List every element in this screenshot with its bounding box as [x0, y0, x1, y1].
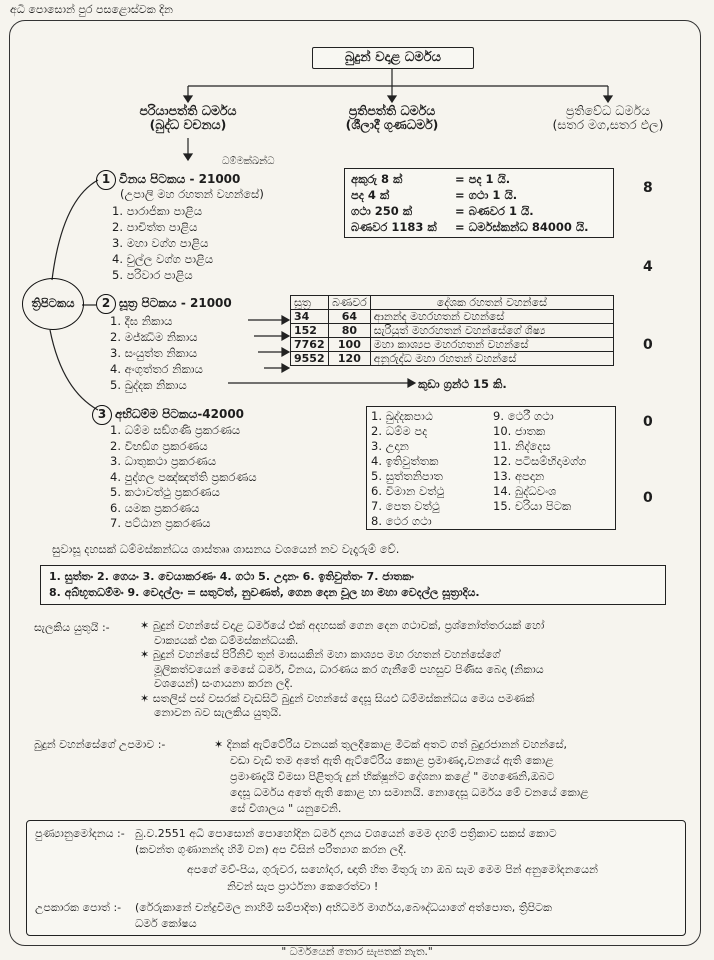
table-header-cell: බණවර: [329, 296, 371, 310]
table-cell: ආනන්ද මහරහතන් වහන්සේ: [370, 310, 613, 324]
reference-label: උපකාරක පොත් :-: [35, 901, 122, 914]
measure-row: [351, 204, 607, 218]
branch-subtitle: (ශීලාදී ගුණධර්ම): [345, 117, 439, 132]
list-item: 8. ථෙර ගථා: [371, 514, 432, 528]
abhidhamma-list: [110, 423, 257, 532]
measure-right: = පද 1 යි.: [455, 172, 511, 186]
list-item: 2. ධම්ම පද: [371, 424, 428, 438]
sutta-table: [290, 295, 614, 366]
simile-line: සේ විශාලය " යනුවෙනි.: [230, 802, 342, 815]
merit-text: [135, 826, 557, 858]
table-header-cell: සූත්‍ර: [291, 296, 329, 310]
list-item: 4. චුල්ල වග්ග පාළිය: [112, 252, 214, 266]
branch-title: ප්‍රතිපත්ති ධර්මය: [348, 103, 436, 118]
reference-line: ධර්ම කෝෂය: [135, 917, 197, 930]
side-count: 0: [643, 414, 653, 430]
branch-subtitle: (සතර මග,සතර ඵල): [552, 117, 664, 132]
simile-text: [214, 737, 589, 817]
reference-text: [135, 900, 552, 932]
summary-note: සුවාසූ දහසක් ධම්මස්කන්ධය ශාස්තෲ ශාසනය වශයෙන් නව වැදෑරුම් වේ.: [52, 542, 400, 556]
branch-pativedha: [528, 104, 688, 132]
list-item: 5. පරිවාර පාළිය: [112, 268, 193, 282]
list-item: 12. පටිසම්භිදාමග්ග: [493, 454, 587, 468]
list-item: 4. ඉතිවුත්තක: [371, 454, 439, 468]
measure-left: බණවර 1183 ක්: [351, 220, 437, 234]
list-item: 5. සුත්තනිපාත: [371, 469, 443, 483]
vinaya-title: විනය පිටකය - 21000: [119, 172, 241, 186]
list-item: 1. දීඝ නිකාය: [110, 314, 173, 328]
list-item: 6. යමක ප්‍රකරණය: [110, 500, 200, 515]
merit-line: නිවන් සැප ප්‍රාර්ථනා කෙරෙත්වා !: [227, 880, 379, 893]
merit-box: [26, 820, 686, 936]
measure-right: = ධර්මස්කන්ධ 84000 යි.: [455, 220, 589, 234]
list-item: 5. ඛුද්දක නිකාය: [110, 378, 187, 392]
list-item: 13. අපදාන: [493, 469, 545, 483]
title-box: [312, 47, 474, 69]
table-row: [291, 324, 614, 338]
khuddaka-books-box: [366, 406, 616, 530]
merit-line: බු.ව.2551 අධි පොසොන් පොහෝදින ධර්ම දානය වශයෙන් මෙම දහම් පත්‍රිකාව සකස් කොට: [135, 827, 557, 840]
list-item: 3. උදාන: [371, 439, 409, 453]
list-item: 3. මහා වග්ග පාළිය: [112, 236, 209, 250]
measure-left: අකුරු 8 ක්: [351, 172, 403, 186]
simile-line: ✶ දිනක් ඇට්ටේරිය වනයක් තුලදීකොළ මිටක් අතට ගත් බුදුරජානන් වහන්සේ,: [214, 738, 568, 751]
table-cell: 34: [291, 310, 329, 324]
measure-row: [351, 188, 607, 202]
note-line: වශයෙන්) සංගායනා කරන ලදී.: [154, 677, 293, 690]
sutta-title: සූත්‍ර පිටකය - 21000: [119, 296, 232, 310]
list-item: 11. නිද්දෙස: [493, 439, 551, 453]
vinaya-list: [112, 203, 213, 283]
side-count: 0: [643, 337, 653, 353]
merit-line: (කවන්ත ගුණානන්ද හිමි වන) අප විසින් පරිත්‍යාග කරන ලදී.: [135, 843, 407, 856]
khuddaka-books-right: [493, 409, 586, 514]
note-line: ✶ සතලිස් පස් වසරක් වැඩසිටි බුදුන් වහන්සේ දෙසූ සියළු ධම්මස්කන්ධය මෙය පමණක්: [140, 691, 535, 705]
measure-right: = බණවර 1 යි.: [455, 204, 534, 218]
list-item: 2. මජ්ඣිම නිකාය: [110, 330, 198, 344]
measure-row: [351, 172, 607, 186]
simile-line: දෙසූ ධර්මය අතේ ඇති කොළ හා සමානයි. නොදෙසූ ධර්මය මේ වනයේ කොළ: [230, 786, 589, 799]
list-item: 15. චරියා පිටක: [493, 499, 572, 513]
table-header-cell: දේශක රහතන් වහන්සේ: [370, 296, 613, 310]
list-item: 2. පාචිත්ත පාළිය: [112, 220, 198, 234]
merit-dedication: [187, 861, 598, 895]
table-cell: මහා කාශ්‍යප මහරහතන් වහන්සේ: [370, 338, 613, 352]
navanga-line: 8. අබ්භූතධම්මං 9. වෙදල්ලං = සතුටත්, නුවණත්, ගෙන දෙන චූල හා මහා වෙදල්ල සූත්‍රාදිය.: [49, 586, 480, 599]
list-item: 3. සංයුත්ත නිකාය: [110, 346, 198, 360]
khuddaka-note: කුඩා ග්‍රන්ථ 15 කි.: [418, 377, 507, 391]
list-item: 4. අංගුත්තර නිකාය: [110, 362, 203, 376]
table-cell: 120: [329, 352, 371, 366]
simile-line: වඩා වැඩි තම අතේ ඇති ඇට්ටේරිය කොළ ප්‍රමාණදැ,වනයේ ඇති කොළ: [230, 754, 554, 767]
list-item: 14. බුද්ධවංශ: [493, 484, 557, 498]
table-cell: 7762: [291, 338, 329, 352]
side-count: 8: [643, 180, 653, 196]
list-item: 1. ඛුද්දකපාඨ: [371, 409, 433, 423]
note-label: සැලකිය යුතුයි :-: [34, 621, 110, 634]
list-item: 1. ධම්ම සඞ්ගණි ප්‍රකරණය: [110, 423, 241, 437]
table-cell: 80: [329, 324, 371, 338]
list-item: 7. පෙත වත්ථු: [371, 499, 440, 513]
page-title: බුදුන් වදාළ ධර්මය: [345, 50, 441, 65]
table-row: [291, 352, 614, 366]
simile-label: බුදුන් වහන්සේගේ උපමාව :-: [34, 738, 166, 751]
table-cell: 100: [329, 338, 371, 352]
tipitaka-circle: [22, 278, 84, 330]
note-line: ✶ බුදුන් වහන්සේ පිරිනිවී තුන් මාසයකින් මහා කාශ්‍යප මහ රහතන් වහන්සේගේ: [140, 648, 501, 661]
list-item: 2. විභඞ්ග ප්‍රකරණය: [110, 438, 208, 453]
tipitaka-label: ත්‍රිපිටකය: [31, 296, 75, 310]
note-points: [140, 619, 544, 721]
list-item: 4. පුද්ගල පඤ්ඤත්ති ප්‍රකරණය: [110, 469, 257, 484]
measures-box: [344, 168, 614, 238]
branch-patipatti: [322, 104, 462, 132]
measure-row: [351, 220, 607, 234]
header-text: අධි පොසොන් පුර පසළොස්වක දින: [10, 3, 173, 16]
list-item: 9. ථෙරී ගථා: [493, 409, 554, 423]
table-cell: සැරියුත් මහරහතන් වහන්සේගේ ශිෂ්‍ය: [370, 324, 613, 338]
merit-line: අපගේ මව්-පිය, ගුරුවර, සහෝදර, ඥාති හිත මිතුරු හා ඔබ සැම මෙම පින් අනුමෝදනයෙන්: [187, 863, 598, 876]
measure-left: ගථා 250 ක්: [351, 204, 413, 218]
merit-label: පුණ්‍යානුමෝදනය :-: [35, 827, 125, 840]
table-header: [291, 296, 614, 310]
table-cell: 152: [291, 324, 329, 338]
side-count: 4: [643, 259, 653, 275]
list-item: 1. පාරාජිකා පාළිය: [112, 204, 203, 218]
footer-quote: " ධර්මයෙන් තොර සැපතක් නැත.": [281, 946, 433, 958]
table-row: [291, 338, 614, 352]
list-item: 3. ධාතුකථා ප්‍රකරණය: [110, 454, 217, 468]
reference-line: (රේරුකානේ චන්ද්‍රවිමල නාහිමි සම්පාදිත) අභිධර්ම මාර්ගය,බෞද්ධයාගේ අත්පොත, ත්‍රිපිටක: [135, 901, 552, 914]
table-cell: අනුරුද්ධ මහා රහතන් වහන්සේ: [370, 352, 613, 366]
list-item: 10. ජාතක: [493, 424, 546, 438]
abhidhamma-title: අභිධම්ම පිටකය-42000: [115, 407, 245, 421]
table-cell: 9552: [291, 352, 329, 366]
navanga-line: 1. සුත්තං 2. ගෙයං 3. වෙයාකරණං 4. ගථා 5. උදානං 6. ඉතිවුත්තං 7. ජාතකං: [49, 570, 414, 583]
branch-subtitle: (බුද්ධ වචනය): [149, 117, 227, 132]
note-line: නොවන බව සැලකිය යුතුයි.: [154, 706, 282, 719]
sutta-list: [110, 313, 203, 393]
branch-title: පරියාපත්ති ධර්මය: [139, 103, 237, 118]
sutta-number: 2: [96, 294, 116, 314]
simile-line: ප්‍රමාණදැයි විමසා පිළිතුරු දුන් භික්ෂූන්ට දේශනා කළේ " මහණෙනි,ඔබට: [230, 770, 555, 783]
measure-right: = ගථා 1 යි.: [455, 188, 518, 202]
table-cell: 64: [329, 310, 371, 324]
vinaya-number: 1: [96, 170, 116, 190]
list-item: 6. විමාන වත්ථු: [371, 484, 445, 498]
vinaya-subtitle: (උපාලි මහ රහතන් වහන්සේ): [120, 187, 264, 201]
side-count: 0: [643, 490, 653, 506]
branch-pariyatti: [118, 104, 258, 132]
note-line: ✶ බුදුන් වහන්සේ වදාළ ධර්මයේ එක් අදහසක් ගෙන දෙන ගථාවක්, ප්‍රශ්නෝත්තරයක් හෝ: [140, 619, 545, 632]
navanga-box: [40, 565, 666, 605]
list-item: 7. පට්ඨාන ප්‍රකරණය: [110, 516, 211, 530]
dhammakkhandha-label: ධම්මක්ඛන්ධ: [222, 156, 275, 167]
note-line: වාක්‍යයක් එක ධම්මස්කන්ධයකි.: [154, 633, 299, 647]
list-item: 5. කථාවත්ථු ප්‍රකරණය: [110, 485, 220, 499]
abhidhamma-number: 3: [92, 405, 112, 425]
table-row: [291, 310, 614, 324]
khuddaka-books-left: [371, 409, 444, 529]
note-line: මූලිකත්වයෙන් මෙසේ ධර්ම, විනය, ධාරණය කර ගැනීමේ පහසුව පිණිස බෙදා (නිකාය: [154, 662, 544, 676]
measure-left: පද 4 ක්: [351, 188, 390, 202]
branch-title: ප්‍රතිවේධ ධර්මය: [565, 103, 651, 118]
